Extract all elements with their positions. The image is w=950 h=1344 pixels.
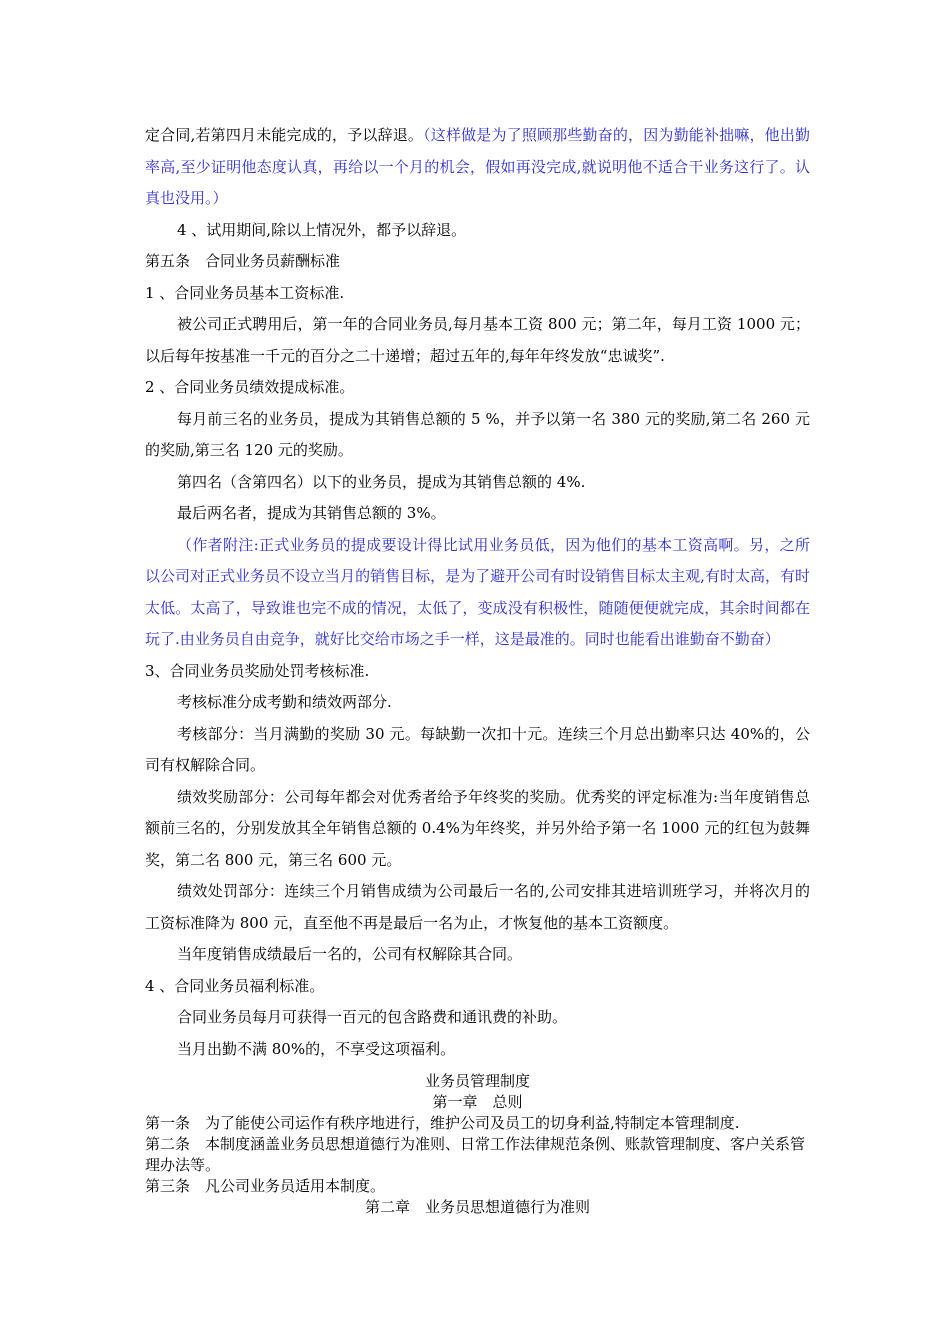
paragraph: 每月前三名的业务员，提成为其销售总额的 5 %，并予以第一名 380 元的奖励,第二名 260 元的奖励,第三名 120 元的奖励。: [145, 409, 810, 459]
document-page: [145, 120, 810, 1218]
article: 第二条 本制度涵盖业务员思想道德行为准则、日常工作法律规范条例、账款管理制度、客户关系管理办法等。: [145, 1135, 806, 1174]
paragraph: 合同业务员每月可获得一百元的包含路费和通讯费的补助。: [177, 1008, 568, 1026]
paragraph-text: 定合同,若第四月未能完成的，予以辞退。: [145, 126, 424, 144]
article-heading: 第五条 合同业务员薪酬标准: [145, 252, 341, 270]
paragraph: 考核部分：当月满勤的奖励 30 元。每缺勤一次扣十元。连续三个月总出勤率只达 40%的，公司有权解除合同。: [145, 724, 810, 774]
article: 第一条 为了能使公司运作有秩序地进行，维护公司及员工的切身利益,特制定本管理制度.: [145, 1114, 740, 1132]
paragraph: 考核标准分成考勤和绩效两部分.: [177, 693, 392, 711]
author-comment: （这样做是为了照顾那些勤奋的，因为勤能补拙嘛，他出勤率高,至少证明他态度认真，再给以一个月的机会，假如再没完成,就说明他不适合干业务这行了。认真也没用。）: [145, 126, 810, 207]
article: 第三条 凡公司业务员适用本制度。: [145, 1177, 386, 1195]
document-title: 业务员管理制度: [424, 1072, 530, 1090]
section-heading: 1 、合同业务员基本工资标准.: [145, 283, 345, 302]
chapter-heading: 第一章 总则: [432, 1093, 523, 1111]
regulation-section: [145, 1071, 810, 1218]
paragraph: 最后两名者，提成为其销售总额的 3%。: [177, 504, 446, 522]
paragraph: 4 、试用期间,除以上情况外，都予以辞退。: [177, 220, 467, 239]
paragraph: 第四名（含第四名）以下的业务员，提成为其销售总额的 4%.: [177, 472, 586, 491]
section-heading: 3、合同业务员奖励处罚考核标准.: [145, 661, 370, 680]
paragraph: 绩效处罚部分：连续三个月销售成绩为公司最后一名的,公司安排其进培训班学习，并将次月的工资标准降为 800 元，直至他不再是最后一名为止，才恢复他的基本工资额度。: [145, 882, 810, 932]
paragraph: 绩效奖励部分：公司每年都会对优秀者给予年终奖的奖励。优秀奖的评定标准为:当年度销售总额前三名的，分别发放其全年销售总额的 0.4%为年终奖，并另外给予第一名 1000 元的红包为鼓舞奖，第二名 800 元，第三名 600 元。: [145, 787, 810, 869]
paragraph: [145, 120, 810, 215]
section-heading: 2 、合同业务员绩效提成标准。: [145, 378, 355, 396]
paragraph: 被公司正式聘用后，第一年的合同业务员,每月基本工资 800 元；第二年，每月工资 1000 元；以后每年按基准一千元的百分之二十递增；超过五年的,每年年终发放“忠诚奖”.: [145, 315, 810, 365]
author-note: （作者附注:正式业务员的提成要设计得比试用业务员低，因为他们的基本工资高啊。另，之所以公司对正式业务员不设立当月的销售目标，是为了避开公司有时设销售目标太主观,有时太高，有时太低。太高了，导致谁也完不成的情况，太低了，变成没有积极性，随随便便就完成，其余时间都在玩了.由业务员自由竞争，就好比交给市场之手一样，这是最准的。同时也能看出谁勤奋不勤奋）: [145, 535, 810, 648]
paragraph: 当年度销售成绩最后一名的，公司有权解除其合同。: [177, 945, 523, 963]
paragraph: 当月出勤不满 80%的，不享受这项福利。: [177, 1039, 456, 1058]
section-heading: 4 、合同业务员福利标准。: [145, 976, 325, 995]
chapter-heading: 第二章 业务员思想道德行为准则: [364, 1198, 590, 1216]
